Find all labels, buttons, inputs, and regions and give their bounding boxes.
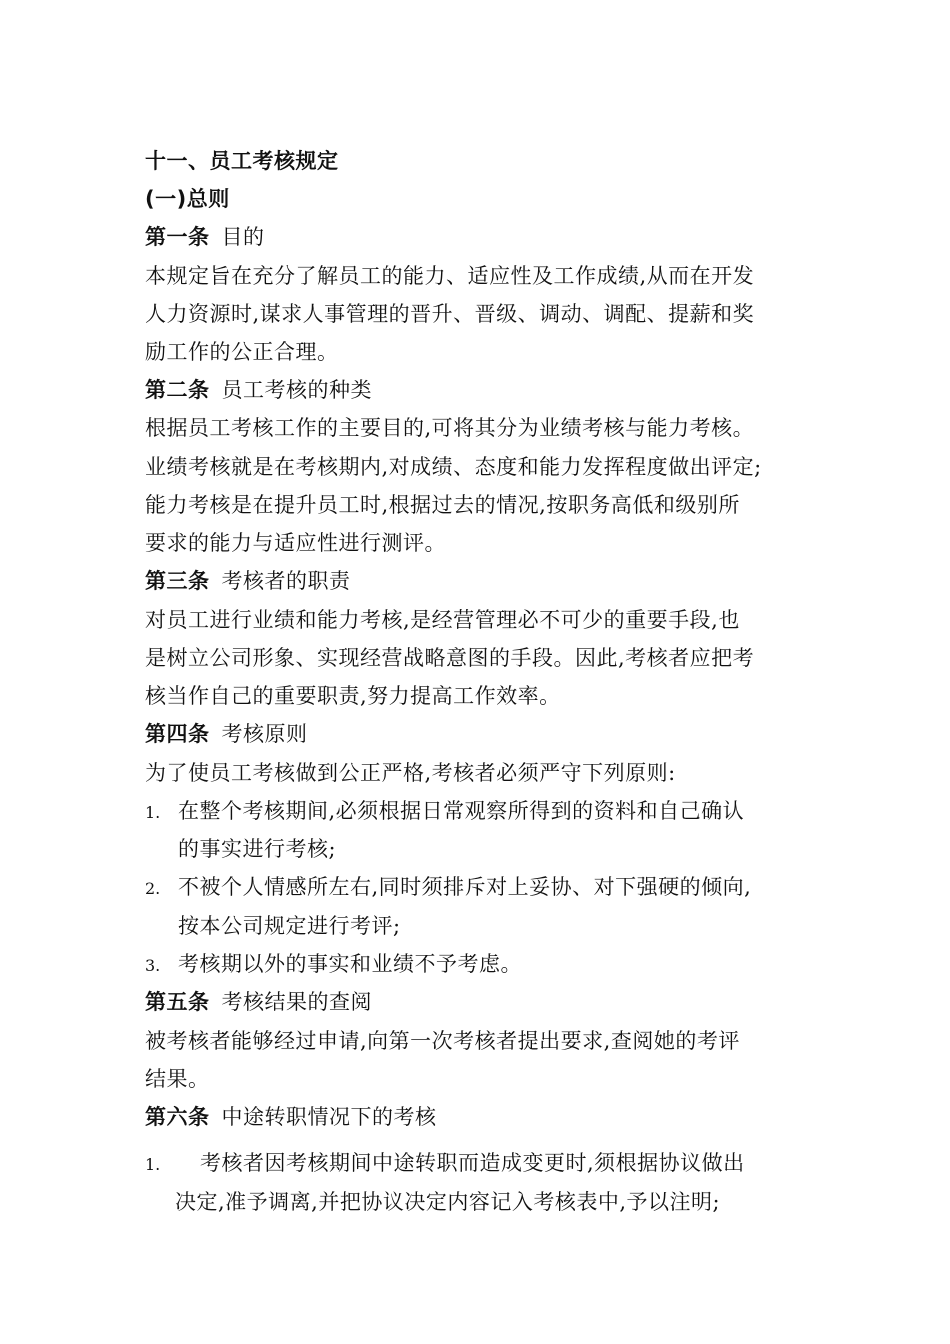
paragraph-line: 业绩考核就是在考核期内,对成绩、态度和能力发挥程度做出评定; — [145, 455, 762, 479]
article-1-heading — [145, 222, 265, 252]
list-number: 2. — [145, 879, 161, 898]
list-item-line: 考核者因考核期间中途转职而造成变更时,须根据协议做出 — [200, 1151, 745, 1175]
document-title: 十一、员工考核规定 — [145, 149, 339, 173]
article-label: 第二条 — [145, 378, 210, 402]
list-item-line: 不被个人情感所左右,同时须排斥对上妥协、对下强硬的倾向, — [178, 875, 752, 899]
list-number: 3. — [145, 956, 161, 975]
list-item-line: 的事实进行考核; — [178, 837, 337, 861]
paragraph-line: 本规定旨在充分了解员工的能力、适应性及工作成绩,从而在开发 — [145, 264, 755, 288]
list-item-line: 在整个考核期间,必须根据日常观察所得到的资料和自己确认 — [178, 799, 745, 823]
paragraph-line: 对员工进行业绩和能力考核,是经营管理必不可少的重要手段,也 — [145, 608, 740, 632]
paragraph-line: 人力资源时,谋求人事管理的晋升、晋级、调动、调配、提薪和奖 — [145, 302, 755, 326]
paragraph-line: 要求的能力与适应性进行测评。 — [145, 531, 446, 555]
paragraph-line: 被考核者能够经过申请,向第一次考核者提出要求,查阅她的考评 — [145, 1029, 740, 1053]
article-6-heading — [145, 1102, 437, 1132]
section-heading: (一)总则 — [145, 187, 230, 211]
list-number: 1. — [145, 803, 161, 822]
article-title: 目的 — [221, 225, 265, 249]
paragraph-line: 根据员工考核工作的主要目的,可将其分为业绩考核与能力考核。 — [145, 416, 755, 440]
article-label: 第一条 — [145, 225, 210, 249]
article-2-heading — [145, 375, 372, 405]
paragraph-line: 是树立公司形象、实现经营战略意图的手段。因此,考核者应把考 — [145, 646, 755, 670]
paragraph-line: 能力考核是在提升员工时,根据过去的情况,按职务高低和级别所 — [145, 493, 740, 517]
article-title: 员工考核的种类 — [221, 378, 372, 402]
article-4-heading — [145, 719, 308, 749]
list-item-line: 考核期以外的事实和业绩不予考虑。 — [178, 952, 522, 976]
article-label: 第五条 — [145, 990, 210, 1014]
paragraph-line: 核当作自己的重要职责,努力提高工作效率。 — [145, 684, 561, 708]
list-item-line: 按本公司规定进行考评; — [178, 914, 401, 938]
article-label: 第四条 — [145, 722, 210, 746]
article-title: 考核结果的查阅 — [221, 990, 372, 1014]
article-title: 考核者的职责 — [221, 569, 351, 593]
article-label: 第六条 — [145, 1105, 210, 1129]
list-number: 1. — [145, 1155, 161, 1174]
article-title: 中途转职情况下的考核 — [221, 1105, 437, 1129]
article-label: 第三条 — [145, 569, 210, 593]
article-title: 考核原则 — [221, 722, 308, 746]
paragraph-line: 结果。 — [145, 1067, 210, 1091]
list-item-line: 决定,准予调离,并把协议决定内容记入考核表中,予以注明; — [175, 1190, 721, 1214]
paragraph-line: 励工作的公正合理。 — [145, 340, 339, 364]
paragraph-line: 为了使员工考核做到公正严格,考核者必须严守下列原则: — [145, 761, 676, 785]
article-5-heading — [145, 987, 372, 1017]
article-3-heading — [145, 566, 351, 596]
